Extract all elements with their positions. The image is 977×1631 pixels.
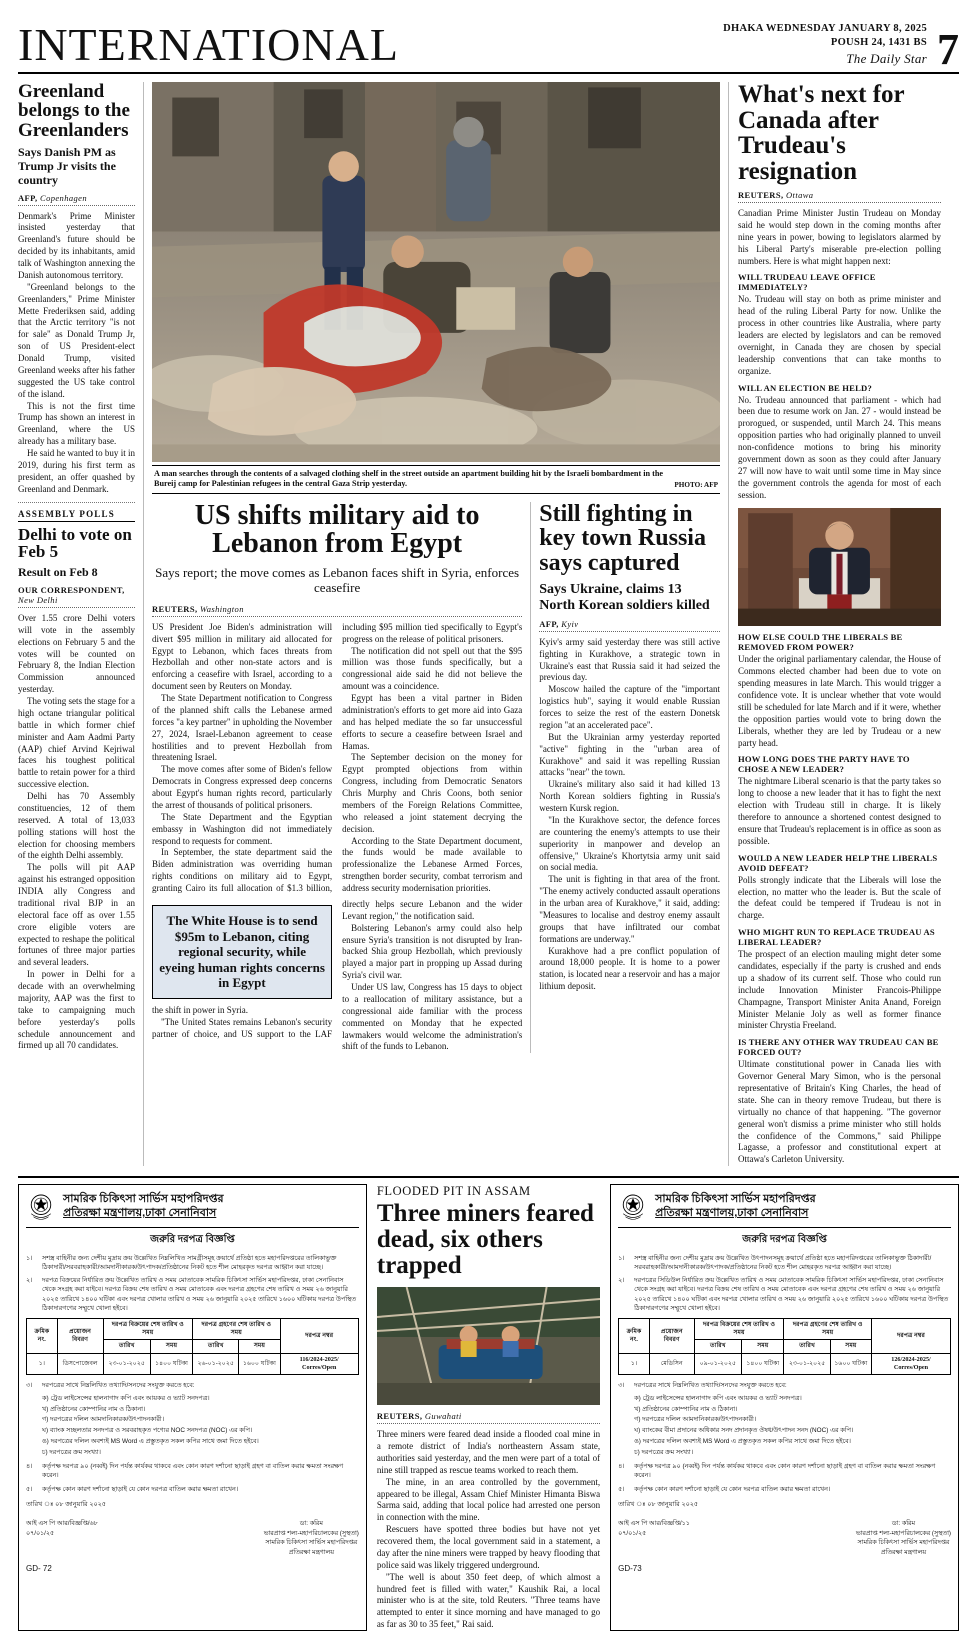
canada-headline: What's next for Canada after Trudeau's resignation [738,81,905,185]
cell-tender-no: 126/2024-2025/ Corres/Open [872,1353,951,1374]
lead-cont-1: the shift in power in Syria. [152,1004,248,1015]
sublist-item-d: ঘ) ব্যাংক সচ্ছলতার সনদপত্র ও সরবরাহকৃত পণ্যের NOC সনদপত্র (NOC) এর কপি। [42,1427,253,1435]
th-time-1: সময় [150,1340,192,1353]
lead-body-columns-2 [152,899,522,1053]
clause-number: ৫। [26,1485,33,1493]
lead-para-4: The State Department and the Egyptian embassy in Washington did not immediately respond to requests for comment. [152,811,333,846]
isp-date: ০৭/০১/২৫ [618,1529,647,1537]
greenland-para-2: "Greenland belongs to the Greenlanders," Prime Minister Mette Frederiksen said, adding that the Arctic territory "is not for sale" as Donald Trump Jr, son of US President-elect Donald Trump, visited Greenland weeks after his father suggested the US take control of the island. [18,281,135,399]
lead-deck: Says report; the move comes as Lebanon faces shift in Syria, enforces ceasefire [155,564,520,596]
canada-byline [738,190,941,203]
column-middle [144,82,728,1166]
byline-agency: REUTERS, [152,603,198,614]
clause-text: কর্তৃপক্ষ কোন কারণ দর্শানো ছাড়াই যে কোন দরপত্র বাতিল করার ক্ষমতা রাখেন। [42,1485,239,1493]
cell-sale-time: ১৪০০ ঘটিকা [742,1353,784,1374]
delhi-subhead: Result on Feb 8 [18,565,98,580]
signature-left [26,1519,98,1557]
isp-ref: আই এস পি আর/বিজ্ঞপ্তি/৬৮ [26,1520,98,1528]
delhi-byline [18,585,135,608]
cell-description: মেডিসিন [649,1353,694,1374]
th-date-2: তারিখ [784,1340,830,1353]
th-receive-deadline: দরপত্র গ্রহণের শেষ তারিখ ও সময় [193,1319,280,1340]
caption-text: A man searches through the contents of a salvaged clothing shelf in the street outside an apartment building hit by the Israeli bombardment in the Bureij camp for Palestinian refugees in the central Gaza Strip yesterday. [154,469,664,489]
notice-clause-4 [618,1462,951,1481]
notice-org [63,1193,224,1221]
brand-name: The Daily Star [846,51,927,67]
lead-story [152,499,531,1054]
item-text: দরপত্র বিক্রয়ের নির্ধারিত ক্রয় উল্লেখিত তারিখ ও সময় মোতাবেক সামরিক চিকিৎসা সার্ভিস মহাপরিদপ্তর, ঢাকা সেনানিবাস থেকে সংগ্রহ করা যাইবে। দরপত্র বিক্রয় শেষ তারিখ ও সময় মোতাবেক এবং দরপত্র গ্রহণের শেষ তারিখ ও সময় ২৬ জানুয়ারি ২০২৫ তারিখে ১৪০০ ঘটিকা এবং দরপত্র খোলার তারিখ ও সময় ২৬ জানুয়ারি ২০২৫ তারিখে ১৬০০ ঘটিকায় দরপত্র উপস্থিত ঠিকাদারগণের সম্মুখে খোলা হইবে। [42,1277,357,1313]
th-time-2: সময় [830,1340,871,1353]
sublist-item-c: গ) দরপত্রের দলিল আমদানিকারক/উৎপাদনকারী। [634,1416,757,1424]
russia-headline: Still fighting in key town Russia says captured [539,500,706,576]
greenland-para-4: He said he wanted to buy it in 2019, during his first term as president, an offer quashed by Greenland and Denmark. [18,448,135,494]
photo-caption [152,465,720,494]
canada-a5: Polls strongly indicate that the Liberals will lose the election, no matter who the leader is. But the scale of the defeat could be tempered if Trudeau is not in charge. [738,874,941,921]
clause-text: দরপত্রের সাথে নিম্নলিখিত তথ্যাদি/সনদের সংযুক্ত করতে হবে: [42,1381,195,1389]
notice-item-1 [26,1254,359,1273]
th-time-2: সময় [239,1340,280,1353]
byline-place: Kyiv [561,618,579,629]
canada-q7: IS THERE ANY OTHER WAY TRUDEAU CAN BE FORCED OUT? [738,1037,939,1058]
signer-org: সামরিক চিকিৎসা সার্ভিস মহাপরিদপ্তর [857,1539,950,1547]
sublist-item-f: চ) দরপত্রের ক্রম সংখ্যা। [634,1448,694,1456]
delhi-para-2: The voting sets the stage for a high octane triangular political battle in which former chief minister and Aam Aadmi Party (AAP) chief Arvind Kejriwal faces his toughest political battle to retain power for a third successive election. [18,696,135,790]
notice-org-line2: প্রতিরক্ষা মন্ত্রণালয়,ঢাকা সেনানিবাস [63,1207,217,1220]
signature-right [264,1519,359,1557]
lead-para-5: In September, the state department said the Biden administration was overriding human rights conditions on military aid to Egypt, granting Cairo its full allocation of $1.3 billion, including $95 million tied specifically to Egypt's progress on the release of political prisoners. [152,621,523,894]
divider [18,502,135,503]
government-crest-icon [618,1191,648,1223]
notice-sublist [634,1394,951,1457]
canada-q4: HOW LONG DOES THE PARTY HAVE TO CHOSE A NEW LEADER? [738,754,910,775]
assam-kicker: FLOODED PIT IN ASSAM [376,1184,531,1199]
lead-para-8: The September decision on the money for Egypt prompted objections from within Congress, including from Democratic Senators Chris Murphy and Chris Coons, both senior members of the Foreign Relations Committee, who released a joint statement decrying the decision. [342,752,523,834]
russia-para-1: Kyiv's army said yesterday there was still active fighting in Kurakhove, a strategic town in Ukraine's east that Russia said it had seized the previous day. [539,636,720,683]
column-one [18,82,144,1166]
canada-q6: WHO MIGHT RUN TO REPLACE TRUDEAU AS LIBERAL LEADER? [738,927,935,948]
signer-title: ভারপ্রাপ্ত শল্য-মহাপরিচালকের (সুস্থতা) [263,1529,359,1537]
assam-story [367,1184,610,1631]
canada-a7: Ultimate constitutional power in Canada lies with Governor General Mary Simon, who is the personal representative of Britain's King Charles, the head of state. She can in theory remove Trudeau, but there is virtually no chance of that happening. "The governor general won't dismiss a prime minister who still holds the confidence of the Commons," said Philippe Lagasse, a professor and constitutional expert at Ottawa's Carleton University. [738,1059,941,1165]
clause-text: দরপত্রের সাথে নিম্নলিখিত তথ্যাদি/সনদের সংযুক্ত করতে হবে: [634,1381,787,1389]
greenland-byline [18,193,135,206]
cell-serial: ১। [27,1353,58,1374]
canada-a4: The nightmare Liberal scenario is that the party takes so long to choose a new leader that it has to fight the next election with Trudeau still in charge. It is likely therefore to announce a shortened contest designed to ensure that Trudeau's replacement is in office as soon as possible. [738,776,941,846]
byline-place: Copenhagen [40,192,87,203]
assam-headline: Three miners feared dead, six others trapped [376,1200,594,1280]
isp-ref: আই এস পি আর/বিজ্ঞপ্তি/১১ [618,1520,690,1528]
mine-photo-svg [377,1287,600,1405]
table-row [27,1353,359,1374]
signer-name: ডা: করিম [891,1520,916,1528]
cell-receive-date: ২৩-০১-২০২৫ [784,1353,830,1374]
cell-sale-date: ০৯-০১-২০২৫ [694,1353,741,1374]
notice-item-2 [26,1276,359,1313]
byline-place: New Delhi [18,594,58,605]
russia-para-4: Ukraine's military also said it had killed 13 North Korean soldiers fighting in Russia's western Kursk region. [539,779,720,814]
canada-a3: Under the original parliamentary calendar, the House of Commons elected chamber had been due to vote on spending measures in late March. This would trigger a confidence vote. It is unclear whether that vote would still be scheduled for late March and if it were, whether the opposition parties would vote to bring down the Liberals, whether they are led by Trudeau or a new party head. [738,654,941,748]
sublist-item-e: ঙ) দরপত্রের দলিল অবশ্যই MS Word এ প্রস্তুতকৃত সকল কপির সাথে জমা দিতে হইবে। [42,1438,259,1446]
russia-byline [539,619,720,632]
delhi-para-4: The polls will pit AAP against his estranged opposition INDIA ally Congress and traditional rival BJP in an electoral face off as over 1.55 crore eligible voters are expected to reshape the political fortunes of three major parties and several leaders. [18,862,135,968]
item-text: সশস্ত্র বাহিনীর জন্য দেশীয় মুদ্রায় ক্রয় উল্লেখিত নিম্নলিখিত সামগ্রীসমূহ ক্রয়ার্থে প্রতিষ্ঠা হতে মহাপরিদপ্তরের তালিকাভুক্ত ঠিকাদারী/সরবরাহকারী/আমদানীকারক/উৎপাদক/প্রতিষ্ঠানের নিকট হতে শীল মোহরকৃত দরপত্র আহ্বান করা যাচ্ছে। [42,1254,337,1271]
item-text: সশস্ত্র বাহিনীর জন্য দেশীয় মুদ্রায় ক্রয় উল্লেখিত উৎপাদনসমূহ ক্রয়ার্থে প্রতিষ্ঠা হতে মহাপরিদপ্তরের তালিকাভুক্ত ঠিকাদারী/সরবরাহকারী/আমদানীকারক/উৎপাদক/প্রতিষ্ঠানের নিকট হতে শীল মোহরকৃত দরপত্র আহ্বান করা যাচ্ছে। [634,1254,932,1271]
sublist-item-b: খ) প্রতিষ্ঠানের কোম্পানির নাম ও ঠিকানা। [634,1405,738,1413]
signer-title: ভারপ্রাপ্ত শল্য-মহাপরিচালকের (সুস্থতা) [855,1529,951,1537]
byline-place: Ottawa [786,190,814,200]
cell-sale-date: ২৩-০১-২০২৫ [103,1353,150,1374]
gaza-photo-svg [152,82,720,462]
assam-mine-photo [377,1287,600,1405]
notice-clause-5 [618,1485,951,1494]
greenland-subhead: Says Danish PM as Trump Jr visits the country [18,145,116,187]
th-serial: ক্রমিক নং. [619,1319,650,1353]
clause-text: কর্তৃপক্ষ কোন কারণ দর্শানো ছাড়াই যে কোন দরপত্র বাতিল করার ক্ষমতা রাখেন। [634,1485,831,1493]
signature-right [856,1519,951,1557]
clause-number: ৩। [618,1381,625,1389]
signer-org: সামরিক চিকিৎসা সার্ভিস মহাপরিদপ্তর [265,1539,358,1547]
canada-intro: Canadian Prime Minister Justin Trudeau on Monday said he would step down in the coming months after nine years in power, bowing to legislators alarmed by his Liberal Party's miserable pre-election polling numbers. Here is what might happen next: [738,208,941,266]
notice-item-1 [618,1254,951,1273]
trudeau-photo-svg [738,508,941,626]
canada-q1: WILL TRUDEAU LEAVE OFFICE IMMEDIATELY? [738,272,876,293]
clause-number: ৫। [618,1485,625,1493]
th-receive-deadline: দরপত্র গ্রহণের শেষ তারিখ ও সময় [784,1319,872,1340]
sublist-item-d: ঘ) ব্যাংকের বীমা প্রদানের অধিকার সনদ প্রদানকৃত ঔষধ/উৎপাদন সনদ (NOC) এর কপি। [634,1427,854,1435]
greenland-headline: Greenland belongs to the Greenlanders [18,81,130,141]
clause-number: ৪। [26,1463,33,1471]
russia-para-5: "In the Kurakhove sector, the defence forces are countering the enemy's attempts to use their superiority in manpower and develop an offensive," Ukraine's Khortytsia army unit said on social media. [539,814,720,873]
table-header-row [619,1319,951,1340]
th-tender-no: দরপত্র নম্বর [872,1319,951,1353]
canada-a2: No. Trudeau announced that parliament - which had been due to resume work on Jan. 27 - would instead be prorogued, or suspended, until March 24. This means opposition parties who had originally planned to unveil non-confidence motions to bring his minority government down as soon as they could after January 27 will now have to wait until some time in May since the government controls the agenda for most of each session. [738,394,941,500]
sublist-item-e: ঙ) দরপত্রের দলিল অবশ্যই MS Word এ প্রস্তুতকৃত সকল কপির সাথে জমা দিতে হইবে। [634,1438,851,1446]
mid-split [152,499,720,1054]
th-sale-deadline: দরপত্র বিক্রয়ের শেষ তারিখ ও সময় [103,1319,193,1340]
cell-receive-date: ২৬-০১-২০২৫ [193,1353,239,1374]
table-header-row [27,1319,359,1340]
clause-text: কর্তৃপক্ষ দরপত্র ৯০ (নব্বই) দিন পর্যন্ত কার্যকর থাকবে এবং কোন কারণ দর্শানো ছাড়াই গ্রহণ বা বাতিল করার ক্ষমতা সংরক্ষণ করেন। [42,1463,344,1480]
delhi-para-5: In power in Delhi for a decade with an overwhelming majority, AAP was the first to take to campaigning much before yesterday's polls schedule announcement and firmed up all 70 candidates. [18,969,135,1051]
notice-date-line [26,1500,359,1509]
masthead-dateline [723,22,927,68]
lead-para-3: The move comes after some of Biden's fellow Democrats in Congress expressed deep concerns about Egypt's human rights record, particularly the arrest of thousands of political prisoners. [152,764,333,810]
notice-header [618,1191,951,1228]
item-number: ১। [618,1254,625,1262]
delhi-kicker: ASSEMBLY POLLS [18,509,135,522]
assam-para-4: "The well is about 350 feet deep, of which almost a hundred feet is filled with water," Kaushik Rai, a local minister who is at the site, told Reuters. "Three teams have attempted to enter it since morning and have managed to go as far as 30 to 35 feet," Rai said. [376,1571,601,1630]
page-number: 7 [937,24,959,74]
date-value: ০৮ জানুয়ারি ২০২৫ [55,1500,106,1508]
cell-sale-time: ১৪০০ ঘটিকা [150,1353,192,1374]
photo-credit: PHOTO: AFP [674,480,718,489]
cell-description: ডিসপোজেবল [57,1353,103,1374]
lead-cont-3: Bolstering Lebanon's army could also help ensure Syria's transition is not disrupted by Iran-backed Shia group Hezbollah, which previously played a major part in propping up Assad during Syria's civil war. [342,922,523,981]
delhi-para-3: Delhi has 70 Assembly constituencies, 12 of them reserved. A total of 13,033 polling stations will host the election for choosing members of the eighth Delhi assembly. [18,791,135,861]
byline-agency: REUTERS, [738,190,784,200]
byline-place: Guwahati [424,1411,462,1422]
canada-a6: The prospect of an election mauling might deter some candidates, especially if the party is crushed and ends up a shadow of its current self. Those who could run include Innovation Minister Francois-Philippe Champagne, Transport Minister Anita Anand, Foreign Minister Melanie Joly as well as former finance minister Chrystia Freeland. [738,949,941,1031]
tender-notice-right [610,1184,959,1631]
lead-cont-2: "The United States remains Lebanon's security partner of choice, and US support to the LAF directly helps secure Lebanon and the wider Levant region," the notification said. [152,898,523,1039]
notice-clause-3 [26,1381,359,1390]
notice-clause-4 [26,1462,359,1481]
notice-org [655,1193,816,1221]
th-tender-no: দরপত্র নম্বর [280,1319,358,1353]
notice-title: জরুরি দরপত্র বিজ্ঞপ্তি [742,1234,827,1246]
assam-para-2: The mine, in an area controlled by the government, appeared to be illegal, Assam Chief Minister Himanta Biswa Sarma said, adding that local police had arrested one person in connection with the mine. [376,1476,601,1523]
sublist-item-f: চ) দরপত্রের ক্রম সংখ্যা। [42,1448,101,1456]
date-label: তারিখ ঃ [618,1500,646,1508]
clause-number: ৪। [618,1463,625,1471]
russia-story [531,502,720,1054]
canada-a1: No. Trudeau will stay on both as prime minister and head of the ruling Liberal Party for now. Unlike the process in other countries like Australia, where party leaders are elected by legislators and can be removed overnight, in Canada they are chosen by special leadership conventions that can take months to organize. [738,294,941,376]
notice-signature-block [618,1519,951,1557]
item-number: ২। [26,1277,33,1285]
lead-headline: US shifts military aid to Lebanon from Egypt [194,499,480,560]
delhi-para-1: Over 1.55 crore Delhi voters will vote in the assembly elections on February 5 and the votes will be counted on February 8, the Indian Election Commission announced yesterday. [18,612,135,695]
notice-signature-block [26,1519,359,1557]
byline-agency: AFP, [18,192,38,203]
sublist-item-a: ক) ট্রেড লাইসেন্সের হালনাগাদ কপি এবং আয়কর ও ভ্যাট সনদপত্র। [634,1394,802,1402]
signer-name: ডা: করিম [299,1520,323,1528]
assam-para-1: Three miners were feared dead inside a flooded coal mine in a remote district of India's northeastern Assam state, authorities said yesterday, and the men were part of a total of nine still trapped as rescue teams worked to reach them. [376,1429,601,1475]
date-label: তারিখ ঃ [26,1500,54,1508]
lead-para-9: According to the State Department document, the funds would be made available to professionalize the Lebanese Armed Forces, strengthen border security, combat terrorism and address security modernisation priorities. [342,835,523,894]
tender-notice-left [18,1184,367,1631]
sublist-item-b: খ) প্রতিষ্ঠানের কোম্পানির নাম ও ঠিকানা। [42,1405,146,1413]
th-serial: ক্রমিক নং. [27,1319,58,1353]
notice-org-line1: সামরিক চিকিৎসা সার্ভিস মহাপরিদপ্তর [63,1193,224,1206]
signer-ministry: প্রতিরক্ষা মন্ত্রণালয় [880,1548,927,1556]
assam-byline [377,1411,600,1424]
notice-item-2 [618,1276,951,1313]
byline-place: Washington [200,603,244,614]
th-description: প্রয়োজন বিবরণ [649,1319,694,1353]
sublist-item-c: গ) দরপত্রের দলিল আমদানিকারক/উৎপাদনকারী। [42,1416,164,1424]
sublist-item-a: ক) ট্রেড লাইসেন্সের হালনাগাদ কপি এবং আয়কর ও ভ্যাট সনদপত্র। [42,1394,210,1402]
canada-q2: WILL AN ELECTION BE HELD? [738,382,872,393]
byline-agency: REUTERS, [376,1411,423,1422]
th-date-1: তারিখ [694,1340,741,1353]
greenland-para-1: Denmark's Prime Minister insisted yesterday that Greenland's future should be decided by its inhabitants, amid talk of Washington annexing the Danish autonomous territory. [18,210,135,280]
section-title: INTERNATIONAL [18,19,399,70]
item-text: দরপত্রের সিডিউল নির্ধারিত ক্রয় উল্লেখিত তারিখ ও সময় মোতাবেক সামরিক চিকিৎসা সার্ভিস মহাপরিদপ্তর, ঢাকা সেনানিবাস থেকে সংগ্রহ করা যাইবে। দরপত্র বিক্রয় শেষ তারিখ ও সময় মোতাবেক এবং দরপত্র গ্রহণের শেষ তারিখ ও সময় ২৬ জানুয়ারি ২০২৫ তারিখে ১৪০০ ঘটিকা এবং দরপত্র খোলার তারিখ ও সময় ২৬ জানুয়ারি ২০২৫ তারিখে ১৬০০ ঘটিকায় দরপত্র উপস্থিত ঠিকাদারগণের সম্মুখে খোলা হইবে। [634,1277,949,1313]
main-columns [18,82,959,1166]
cell-tender-no: 116/2024-2025/ Corres/Open [280,1353,358,1374]
notice-clause-3 [618,1381,951,1390]
greenland-para-3: This is not the first time Trump has shown an interest in Greenland, where the US already has a military base. [18,400,135,447]
lead-para-7: Egypt has been a vital partner in Biden administration's efforts to get more aid into Gaza and has helped mediate the so far unsuccessful efforts to secure a ceasefire between Israel and Hamas. [342,693,523,751]
russia-para-2: Moscow hailed the capture of the "important logistics hub", saying it would enable Russian forces to seize the rest of the eastern Donetsk region "at an accelerated pace". [539,684,720,730]
russia-para-3: But the Ukrainian army yesterday reported "active" fighting in the "urban area of Kurakhove" and said it was repelling Russian attacks "near" the town. [539,731,720,778]
cell-serial: ১। [619,1353,650,1374]
cell-receive-time: ১৬০০ ঘটিকা [239,1353,280,1374]
item-number: ১। [26,1254,33,1262]
russia-para-6: The unit is fighting in that area of the front. "The enemy actively conducted assault operations in the urban area of Kurakhove," it said, adding: "Measures to localise and destroy enemy assault groups that have infiltrated our combat formations are underway." [539,874,720,944]
th-description: প্রয়োজন বিবরণ [57,1319,103,1353]
canada-q3: HOW ELSE COULD THE LIBERALS BE REMOVED FROM POWER? [738,632,903,653]
lead-cont-4: Under US law, Congress has 15 days to object to a reallocation of military assistance, but a congressional aide familiar with the process commented on Monday that he expected lawmakers would welcome the administration's shift of the funds to Lebanon. [342,982,523,1052]
notice-sublist [42,1394,359,1457]
lead-photo-block [152,82,720,494]
th-sale-deadline: দরপত্র বিক্রয়ের শেষ তারিখ ও সময় [694,1319,784,1340]
cell-receive-time: ১৬০০ ঘটিকা [830,1353,871,1374]
lead-body-columns [152,622,522,895]
lead-byline [152,604,522,617]
signer-ministry: প্রতিরক্ষা মন্ত্রণালয় [288,1548,334,1556]
canada-q5: WOULD A NEW LEADER HELP THE LIBERALS AVOID DEFEAT? [738,852,938,873]
notice-title: জরুরি দরপত্র বিজ্ঞপ্তি [150,1234,235,1246]
byline-agency: OUR CORRESPONDENT, [18,584,125,595]
russia-para-7: Kurakhove had a pre conflict population of around 18,000 people. It is home to a power station, is located near a reservoir and has a major lithium deposit. [539,945,720,992]
bangla-date-text: POUSH 24, 1431 BS [830,37,927,49]
government-crest-icon [26,1191,56,1223]
item-number: ২। [618,1277,625,1285]
delhi-headline: Delhi to vote on Feb 5 [18,524,132,561]
table-row [619,1353,951,1374]
lead-para-6: The notification did not spell out that the $95 million was those funds specifically, but a congressional aide said he did not believe the amount was a coincidence. [342,645,523,692]
th-time-1: সময় [742,1340,784,1353]
lead-para-1: US President Joe Biden's administration will divert $95 million in military aid allocated for Egypt to Lebanon, which faces threats from Hezbollah and other non-state actors and is enforcing a ceasefire with Israel, according to a document seen by Reuters on Monday. [152,621,333,692]
bottom-section [18,1176,959,1631]
lead-para-2: The State Department notification to Congress of the planned shift calls the Lebanese armed forces "a key partner" in upholding the November 27, 2024, Israel-Lebanon agreement to cease hostilities and to prevent Hezbollah from threatening Israel. [152,693,333,763]
column-four [728,82,941,1166]
pull-quote: The White House is to send $95m to Lebanon, citing regional security, while eyeing human rights concerns in Egypt [152,905,332,999]
dateline-text: DHAKA WEDNESDAY JANUARY 8, 2025 [723,23,927,35]
tender-table-right [618,1318,951,1374]
tender-table-left [26,1318,359,1374]
russia-subhead: Says Ukraine, claims 13 North Korean soldiers killed [539,581,710,613]
gaza-rubble-photo [152,82,720,462]
clause-number: ৩। [26,1381,33,1389]
signature-left [618,1519,690,1557]
masthead-right [723,22,959,74]
date-value: ০৮ জানুয়ারি ২০২৫ [647,1500,699,1508]
isp-date: ০৭/০১/২৫ [26,1529,55,1537]
notice-org-line2: প্রতিরক্ষা মন্ত্রণালয়,ঢাকা সেনানিবাস [655,1207,809,1220]
notice-date-line [618,1500,951,1509]
th-date-1: তারিখ [103,1340,150,1353]
clause-text: কর্তৃপক্ষ দরপত্র ৯০ (নব্বই) দিন পর্যন্ত কার্যকর থাকবে এবং কোন কারণ দর্শানো ছাড়াই গ্রহণ বা বাতিল করার ক্ষমতা সংরক্ষণ করেন। [634,1463,936,1480]
gd-number-left: GD- 72 [26,1563,52,1573]
gd-number-right: GD-73 [618,1563,642,1573]
notice-clause-5 [26,1485,359,1494]
byline-agency: AFP, [539,618,559,629]
notice-org-line1: সামরিক চিকিৎসা সার্ভিস মহাপরিদপ্তর [655,1193,816,1206]
th-date-2: তারিখ [193,1340,239,1353]
assam-para-3: Rescuers have spotted three bodies but have not yet recovered them, the local government said in a statement, a day after the nine miners were trapped by heavy flooding that police said was likely triggered underground. [376,1524,601,1570]
trudeau-photo [738,508,941,626]
notice-header [26,1191,359,1228]
masthead [18,19,959,74]
